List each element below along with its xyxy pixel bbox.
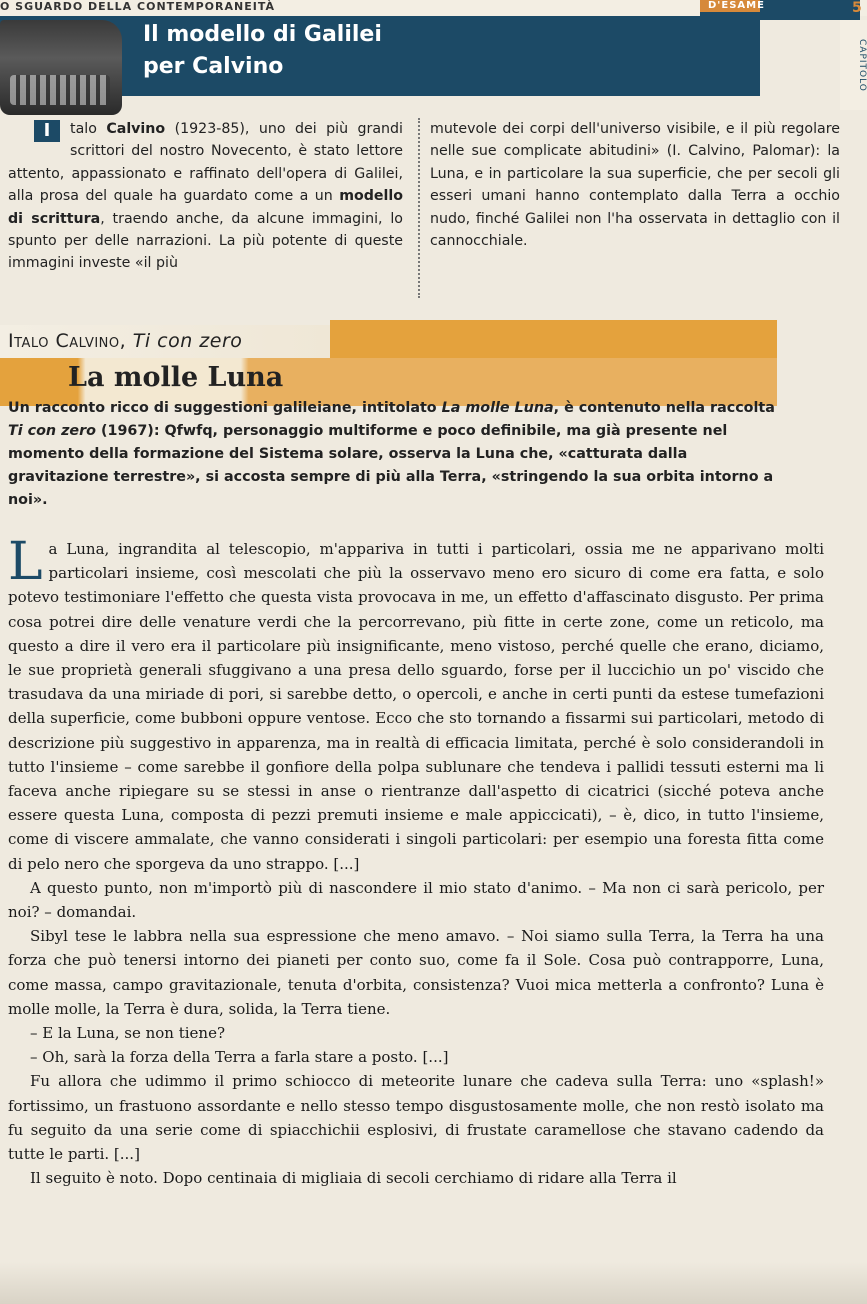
page-bottom-shade (0, 1262, 867, 1304)
intro-dropcap: I (34, 120, 60, 142)
intro-right-column: mutevole dei corpi dell'universo visibile, e il più regolare nelle sue complicate abitudini» (I. Calvino, Palomar): la Luna, e in particolare la sua superficie, che per secoli gli esseri umani hanno contemplato dalla Terra a occhio nudo, finché Galilei non l'ha osservata in dettaglio con il cannocchiale. (430, 121, 840, 250)
main-text (8, 532, 824, 1190)
paragraph-text: a Luna, ingrandita al telescopio, m'appariva in tutti i particolari, ossia me ne apparivano molti particolari insieme, così mescolati che più la osservavo meno ero sicuro di come era fatta, e solo potevo testimoniare l'effetto che questa vista provocava in me, un effetto d'affascinato disgusto. Per prima cosa potrei dire delle venature verdi che la percorrevano, più fitte in certe zone, come un reticolo, ma questo a dire il vero era il particolare più insignificante, meno vistoso, perché quelle che erano, diciamo, le sue proprietà generali sfuggivano a una presa dello sguardo, forse per il luccichio un po' viscido che trasudava da una miriade di pori, si sarebbe detto, o opercoli, e anche in certi punti da estese tumefazioni della superficie, come bubboni oppure ventose. Ecco che sto tornando a fissarmi sui particolari, metodo di descrizione più suggestivo in apparenza, ma in realtà di efficacia limitata, perché è solo considerandoli in tutto l'insieme – come sarebbe il gonfiore della polpa sublunare che tendeva i pallidi tessuti esterni ma li faceva anche ripiegare su se stessi in anse o rientranze dall'aspetto di cicatrici (sicché poteva anche essere questa Luna, composta di pezzi premuti insieme e male appiccicati), – è, dico, in tutto l'insieme, come di viscere ammalate, che vanno considerati i singoli particolari: per esempio una foresta fitta come di pelo nero che sporgeva da uno strappo. [...] (8, 540, 824, 873)
author-heading (8, 330, 242, 352)
column-divider (418, 118, 420, 298)
work-title: La molle Luna (68, 362, 284, 393)
intro-left-column (8, 118, 403, 275)
feature-title-line1: Il modello di Galilei (143, 22, 382, 47)
author-band-accent (330, 320, 777, 358)
typewriter-keys (10, 75, 110, 105)
paragraph: – Oh, sarà la forza della Terra a farla stare a posto. [...] (30, 1048, 449, 1067)
summary-paragraph (8, 397, 778, 512)
summary-text: , è contenuto nella raccolta (553, 400, 775, 416)
esame-label: D'ESAME (708, 0, 765, 11)
intro-bold: Calvino (106, 121, 166, 137)
typewriter-image (0, 20, 122, 115)
summary-italic: La molle Luna (441, 400, 554, 416)
intro-text: , traendo anche, da alcune immagini, lo spunto per delle narrazioni. La più potente di queste immagini investe «il più (8, 210, 403, 272)
paragraph: Sibyl tese le labbra nella sua espressione che meno amavo. – Noi siamo sulla Terra, la Terra ha una forza che può tenersi intorno dei pianeti per conto suo, come fa il Sole. Cosa può contrapporre, Luna, come massa, campo gravitazionale, tenuta d'orbita, consistenza? Vuoi mica metterla a confronto? Luna è molle molle, la Terra è dura, solida, la Terra tiene. (8, 927, 824, 1018)
paragraph (8, 532, 824, 876)
intro-text: talo (70, 121, 107, 137)
feature-title-line2: per Calvino (143, 54, 284, 79)
author-name: Italo Calvino, (8, 330, 133, 352)
paragraph: – E la Luna, se non tiene? (30, 1024, 225, 1043)
running-title: O SGUARDO DELLA CONTEMPORANEITÀ (0, 0, 275, 13)
page-number: 5 (852, 0, 862, 16)
intro-bold: modello di scrittura (8, 188, 403, 227)
paragraph: Il seguito è noto. Dopo centinaia di migliaia di secoli cerchiamo di ridare alla Terra il (30, 1169, 677, 1188)
summary-text: (1967): Qfwfq, personaggio multiforme e poco definibile, ma già presente nel momento della formazione del Sistema solare, osserva la Luna che, «catturata dalla gravitazione terrestre», si accosta sempre di più alla Terra, «stringendo la sua orbita intorno a noi». (8, 423, 774, 508)
intro-text: (1923-85), uno dei più grandi scrittori del nostro Novecento, è stato lettore attento, appassionato e raffinato dell'opera di Galilei, alla prosa del quale ha guardato come a un (8, 121, 403, 205)
summary-italic: Ti con zero (8, 423, 96, 439)
book-title: Ti con zero (132, 330, 243, 352)
summary-text: Un racconto ricco di suggestioni galileiane, intitolato (8, 400, 442, 416)
dropcap-letter: L (8, 532, 43, 592)
side-tab-chapter: CAPITOLO (840, 20, 867, 110)
paragraph: A questo punto, non m'importò più di nascondere il mio stato d'animo. – Ma non ci sarà pericolo, per noi? – domandai. (8, 878, 824, 922)
paragraph: Fu allora che udimmo il primo schiocco di meteorite lunare che cadeva sulla Terra: uno «splash!» fortissimo, un frastuono assordante e nello stesso tempo disgustosamente molle, che non restò isolato ma fu seguito da una serie come di spiacchichii esplosivi, di frustate caramellose che stavano cadendo da tutte le parti. [...] (8, 1072, 824, 1164)
